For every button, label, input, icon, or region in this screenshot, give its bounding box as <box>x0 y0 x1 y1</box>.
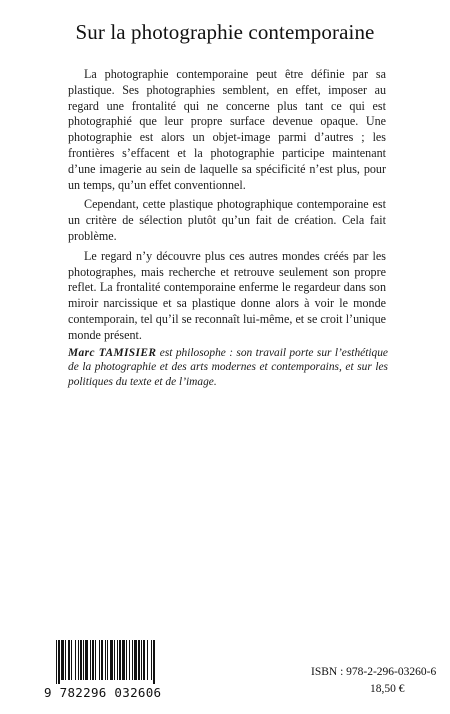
barcode-icon <box>54 640 204 684</box>
barcode-bar <box>119 640 121 680</box>
barcode-bar <box>138 640 140 680</box>
barcode-bar <box>105 640 106 680</box>
barcode-bar <box>101 640 103 680</box>
barcode-bar <box>71 640 72 680</box>
barcode-bar <box>92 640 94 680</box>
barcode-bar <box>80 640 82 680</box>
barcode-bar <box>141 640 142 680</box>
barcode-bar <box>143 640 145 680</box>
barcode-bar <box>58 640 60 684</box>
price-label: 18,50 € <box>370 683 405 695</box>
barcode-bar <box>117 640 118 680</box>
barcode-digits: 9 782296 032606 <box>44 685 162 700</box>
barcode-bar <box>75 640 76 680</box>
barcode-bar <box>95 640 96 680</box>
blurb-paragraph: La photographie contemporaine peut être définie par sa plastique. Ses photographies semblent, en effet, imposer au regard une frontalité qui ne concerne plus tant ce qui est photographié que leur propre surface devenue opaque. Une photographie est alors un objet-image parmi d’autres ; les frontières s’effacent et la photographie participe maintenant d’une imagerie au sein de laquelle sa spécificité n’est plus, pour un temps, qu’un effet conventionnel. <box>68 67 386 192</box>
barcode-bar <box>65 640 66 680</box>
barcode-block <box>44 640 214 704</box>
barcode-bar <box>56 640 57 684</box>
barcode-bar <box>147 640 148 680</box>
barcode-bar <box>85 640 88 680</box>
barcode-bar <box>129 640 130 680</box>
barcode-bar <box>153 640 155 684</box>
barcode-bar <box>126 640 127 680</box>
author-bio <box>68 346 388 389</box>
barcode-bar <box>61 640 64 680</box>
barcode-bar <box>132 640 133 680</box>
author-name: Marc TAMISIER <box>68 347 157 359</box>
isbn-label: ISBN : 978-2-296-03260-6 <box>311 666 437 678</box>
barcode-bar <box>107 640 108 680</box>
barcode-bar <box>122 640 125 680</box>
barcode-bar <box>78 640 79 680</box>
barcode-bar <box>110 640 113 680</box>
barcode-bar <box>83 640 84 680</box>
barcode-bar <box>90 640 91 680</box>
book-blurb <box>68 67 386 348</box>
blurb-paragraph: Cependant, cette plastique photographique contemporaine est un critère de sélection plutôt qu’un fait de création. Cela fait problème. <box>68 197 386 243</box>
barcode-bar <box>114 640 115 680</box>
barcode-bar <box>68 640 70 680</box>
barcode-bar <box>134 640 137 680</box>
book-title: Sur la photographie contemporaine <box>75 20 375 44</box>
barcode-bar <box>99 640 100 680</box>
blurb-paragraph: Le regard n’y découvre plus ces autres mondes créés par les photographes, mais recherche et retrouve seulement son propre reflet. La frontalité contemporaine enferme le regardeur dans son miroir narcissique et sa plastique donne alors à voir le monde contemporain, tel qu’il se reconnaît lui-même, et se croit l’unique monde présent. <box>68 248 386 342</box>
barcode-bar <box>151 640 152 680</box>
author-bio-text: est philosophe : son travail porte sur l’esthétique de la photographie et des arts modernes et contemporains, et sur les politiques du texte et de l’image. <box>68 347 388 388</box>
